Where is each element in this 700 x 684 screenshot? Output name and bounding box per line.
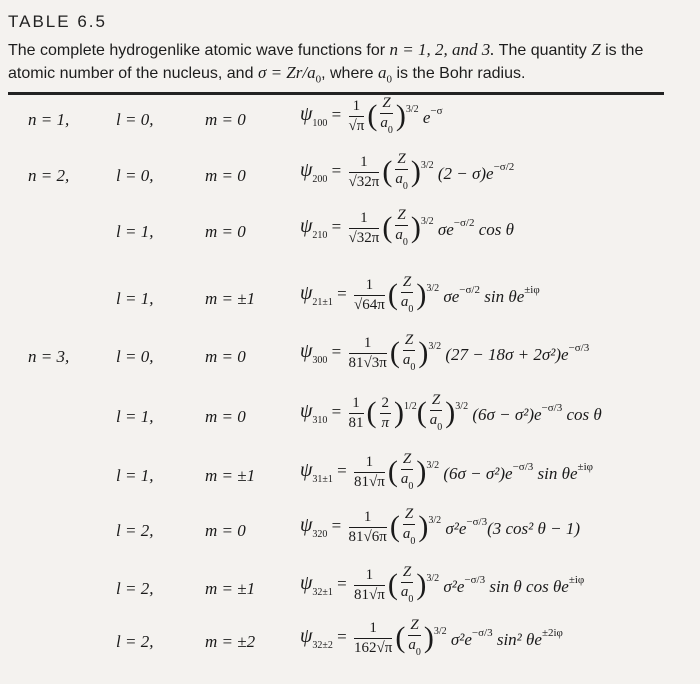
left-paren: ( [366,396,377,429]
a0-subscript: 0 [415,647,421,658]
right-paren: ) [423,621,434,654]
z-numerator: Z [430,393,443,411]
tail-angular-part: sin² θe [492,629,542,649]
outer-exponent: 3/2 [426,572,440,584]
left-paren: ( [387,568,398,601]
tail-exponent: −σ/3 [466,515,488,528]
two-over-pi-numerator: 2 [380,396,392,414]
a0-symbol: a [400,584,409,600]
psi-symbol: ψ [300,624,313,647]
quantum-l: l = 1, [116,222,154,241]
right-paren: ) [416,568,427,601]
tail-exponent: −σ/2 [493,160,515,173]
formula-tail [439,283,540,306]
outer-exponent: 3/2 [428,514,442,526]
coefficient-numerator: 1 [354,568,385,586]
psi-subscript: 320 [312,528,328,540]
a0-subscript: 0 [410,362,416,373]
quantum-m: m = 0 [205,166,246,185]
psi-symbol: ψ [300,158,313,181]
wave-function-formula [300,152,514,192]
tail-exponent: −σ/3 [541,401,563,414]
z-numerator: Z [380,96,393,114]
tail-angular-part: sin θ cos θe [485,576,569,596]
coefficient-numerator: 1 [349,510,387,528]
a0-denominator [401,293,414,315]
coefficient-fraction [349,336,387,371]
right-paren: ) [416,455,427,488]
right-paren: ) [395,99,406,132]
quantum-l: l = 0, [116,347,154,366]
a0-symbol: a [380,115,388,131]
coefficient-denominator: √π [348,117,365,134]
psi-symbol: ψ [300,571,313,594]
tail-exponent: −σ/3 [471,626,493,639]
z-over-a0-fraction [403,333,416,373]
table-caption [8,39,692,90]
pre-exponent: 1/2 [404,400,417,412]
psi-symbol: ψ [300,214,313,237]
angular-exponent: ±iφ [577,460,593,473]
outer-exponent: 3/2 [433,625,447,637]
tail-exponent: −σ/2 [453,216,475,229]
a0-denominator [401,470,414,492]
tail-exponent: −σ/3 [512,460,534,473]
caption-text-2: The quantity [498,42,587,59]
wave-function-formula [300,393,602,433]
coefficient-fraction [349,211,380,246]
psi-symbol: ψ [300,458,313,481]
coefficient-denominator: 81√π [354,586,385,603]
equals-sign: = [332,460,352,480]
z-over-a0-fraction [401,565,414,605]
tail-expression: σe [437,219,454,239]
right-paren: ) [410,211,421,244]
psi-subscript: 32±1 [312,586,333,598]
coefficient-denominator: √32π [348,173,380,190]
quantum-m: m = 0 [205,222,246,241]
quantum-n: n = 1, [28,110,70,129]
outer-exponent: 3/2 [455,400,469,412]
left-paren: ( [389,510,400,543]
coefficient-numerator: 1 [349,211,380,229]
psi-symbol: ψ [300,399,313,422]
equals-sign: = [327,401,346,421]
formula-tail [439,573,585,596]
outer-exponent: 3/2 [420,159,434,171]
quantum-l: l = 0, [116,110,154,129]
z-numerator: Z [403,507,416,525]
z-numerator: Z [401,275,414,293]
quantum-m: m = 0 [205,521,246,540]
quantum-m: m = 0 [205,110,246,129]
coefficient-numerator: 1 [349,396,364,414]
caption-text-1: The complete hydrogenlike atomic wave functions for [8,42,386,59]
coefficient-fraction [349,510,387,545]
coefficient-fraction [349,396,364,431]
left-paren: ( [382,211,393,244]
a0-denominator [403,351,416,373]
coefficient-numerator: 1 [354,621,392,639]
wave-function-formula [300,618,563,658]
formula-tail [441,341,590,364]
formula-tail [434,216,515,239]
caption-text-3: is the atomic number of the nucleus, and [8,42,644,82]
caption-n-values: n = 1, 2, and 3. [389,40,495,59]
equals-sign: = [327,104,346,124]
wave-function-formula [300,208,514,248]
psi-subscript: 210 [312,229,328,241]
z-over-a0-fraction [403,507,416,547]
tail-expression: σ²e [443,576,465,596]
a0-subscript: 0 [410,536,416,547]
quantum-m: m = 0 [205,407,246,426]
coefficient-numerator: 1 [354,455,385,473]
right-paren: ) [416,278,427,311]
tail-expression: (6σ − σ²)e [443,463,513,483]
tail-expression: (27 − 18σ + 2σ²)e [445,344,569,364]
two-over-pi-denominator: π [381,414,390,431]
a0-denominator [408,636,421,658]
tail-exponent: −σ/3 [464,573,486,586]
coefficient-fraction [354,621,392,656]
a0-symbol: a [395,171,403,187]
coefficient-numerator: 1 [349,99,365,117]
caption-sigma-def: $\sigma = Zr/a_0$ [257,63,322,86]
a0-symbol: a [429,412,438,428]
coefficient-denominator: 81√π [354,473,385,490]
coefficient-denominator: √32π [348,229,380,246]
a0-symbol: a [408,637,416,653]
outer-exponent: 3/2 [426,282,440,294]
caption-text-4: , where [321,65,374,82]
tail-angular-part: cos θ [474,219,515,239]
outer-exponent: 3/2 [405,103,419,115]
z-numerator: Z [395,208,408,226]
header-rule [8,92,664,95]
quantum-m: m = ±2 [205,632,256,651]
z-numerator: Z [401,452,414,470]
a0-subscript: 0 [402,237,408,248]
left-paren: ( [389,336,400,369]
a0-symbol: a [400,471,409,487]
psi-subscript: 32±2 [312,639,333,651]
tail-exponent: −σ/2 [459,283,480,296]
caption-z: Z [591,40,601,59]
formula-tail [468,401,602,424]
equals-sign: = [327,160,346,180]
a0-subscript: 0 [408,481,414,492]
a0-denominator [401,583,414,605]
coefficient-denominator: 81√3π [348,354,387,371]
outer-exponent: 3/2 [426,459,440,471]
psi-subscript: 200 [312,173,328,185]
z-numerator: Z [395,152,408,170]
a0-denominator [430,411,443,433]
left-paren: ( [382,155,393,188]
z-over-a0-fraction [395,208,408,248]
tail-exponent: −σ/3 [568,341,590,354]
coefficient-denominator: 81 [348,414,364,431]
tail-expression: σ²e [445,518,467,538]
z-over-a0-fraction [395,152,408,192]
formula-tail [434,160,515,183]
z-over-a0-fraction [401,452,414,492]
table-label: TABLE 6.5 [8,12,107,31]
coefficient-fraction [349,99,365,134]
psi-subscript: 300 [312,354,328,366]
coefficient-numerator: 1 [354,278,385,296]
tail-expression: (2 − σ)e [437,163,494,183]
quantum-l: l = 1, [116,407,154,426]
tail-expression: e [422,107,431,127]
left-paren: ( [416,396,427,429]
coefficient-denominator: 162√π [354,639,393,656]
tail-expression: σe [443,286,460,306]
equals-sign: = [327,515,346,535]
two-over-pi-fraction [380,396,392,431]
psi-symbol: ψ [300,102,313,125]
tail-angular-part: sin θe [480,286,525,306]
right-paren: ) [410,155,421,188]
wave-function-formula [300,452,593,492]
psi-subscript: 100 [312,117,328,129]
left-paren: ( [367,99,378,132]
coefficient-fraction [354,278,385,313]
a0-subscript: 0 [437,422,443,433]
wave-function-formula [300,565,584,605]
tail-angular-part: cos θ [562,404,602,424]
tail-expression: σ²e [450,629,472,649]
outer-exponent: 3/2 [428,340,442,352]
psi-subscript: 310 [312,414,328,426]
right-paren: ) [418,510,429,543]
equals-sign: = [332,283,352,303]
formula-tail [419,104,443,127]
quantum-l: l = 1, [116,289,154,308]
left-paren: ( [387,455,398,488]
z-numerator: Z [403,333,416,351]
quantum-l: l = 1, [116,466,154,485]
a0-denominator [395,170,408,192]
a0-symbol: a [400,294,409,310]
quantum-n: n = 3, [28,347,70,366]
quantum-m: m = ±1 [205,579,256,598]
wave-function-formula [300,275,540,315]
psi-symbol: ψ [300,513,313,536]
quantum-m: m = ±1 [205,466,256,485]
coefficient-fraction [354,568,385,603]
quantum-l: l = 0, [116,166,154,185]
outer-exponent: 3/2 [420,215,434,227]
wave-function-formula [300,507,580,547]
psi-subscript: 31±1 [312,473,333,485]
quantum-m: m = 0 [205,347,246,366]
equals-sign: = [327,216,346,236]
equals-sign: = [332,626,352,646]
equals-sign: = [327,341,346,361]
tail-expression: (6σ − σ²)e [472,404,542,424]
a0-subscript: 0 [408,594,414,605]
a0-symbol: a [395,227,403,243]
quantum-l: l = 2, [116,579,154,598]
right-paren: ) [445,396,456,429]
wave-function-formula [300,333,589,373]
a0-subscript: 0 [408,304,414,315]
a0-subscript: 0 [402,181,408,192]
z-numerator: Z [408,618,421,636]
angular-exponent: ±iφ [568,573,585,586]
formula-tail [441,515,580,538]
coefficient-numerator: 1 [349,336,387,354]
coefficient-fraction [354,455,385,490]
z-numerator: Z [401,565,414,583]
psi-symbol: ψ [300,339,313,362]
wave-function-formula [300,96,443,136]
z-over-a0-fraction [380,96,393,136]
a0-denominator [395,226,408,248]
a0-denominator [380,114,393,136]
tail-exponent: −σ [430,104,443,117]
a0-symbol: a [402,526,411,542]
right-paren: ) [418,336,429,369]
coefficient-denominator: 81√6π [348,528,387,545]
left-paren: ( [395,621,406,654]
a0-symbol: a [402,352,411,368]
psi-subscript: 21±1 [312,296,333,308]
coefficient-denominator: √64π [354,296,385,313]
caption-text-5: is the Bohr radius. [396,65,526,82]
coefficient-numerator: 1 [349,155,380,173]
psi-symbol: ψ [300,281,313,304]
coefficient-fraction [349,155,380,190]
tail-angular-part: (3 cos² θ − 1) [487,518,580,538]
left-paren: ( [387,278,398,311]
caption-bohr-symbol: $a_0$ [378,63,393,86]
quantum-m: m = ±1 [205,289,256,308]
formula-tail [447,626,563,649]
z-over-a0-fraction [408,618,421,658]
tail-angular-part: sin θe [533,463,578,483]
angular-exponent: ±2iφ [541,626,563,639]
a0-subscript: 0 [387,125,393,136]
equals-sign: = [332,573,352,593]
a0-denominator [403,525,416,547]
right-paren: ) [394,396,405,429]
quantum-n: n = 2, [28,166,70,185]
z-over-a0-fraction [430,393,443,433]
angular-exponent: ±iφ [524,283,540,296]
quantum-l: l = 2, [116,632,154,651]
z-over-a0-fraction [401,275,414,315]
formula-tail [439,460,593,483]
quantum-l: l = 2, [116,521,154,540]
